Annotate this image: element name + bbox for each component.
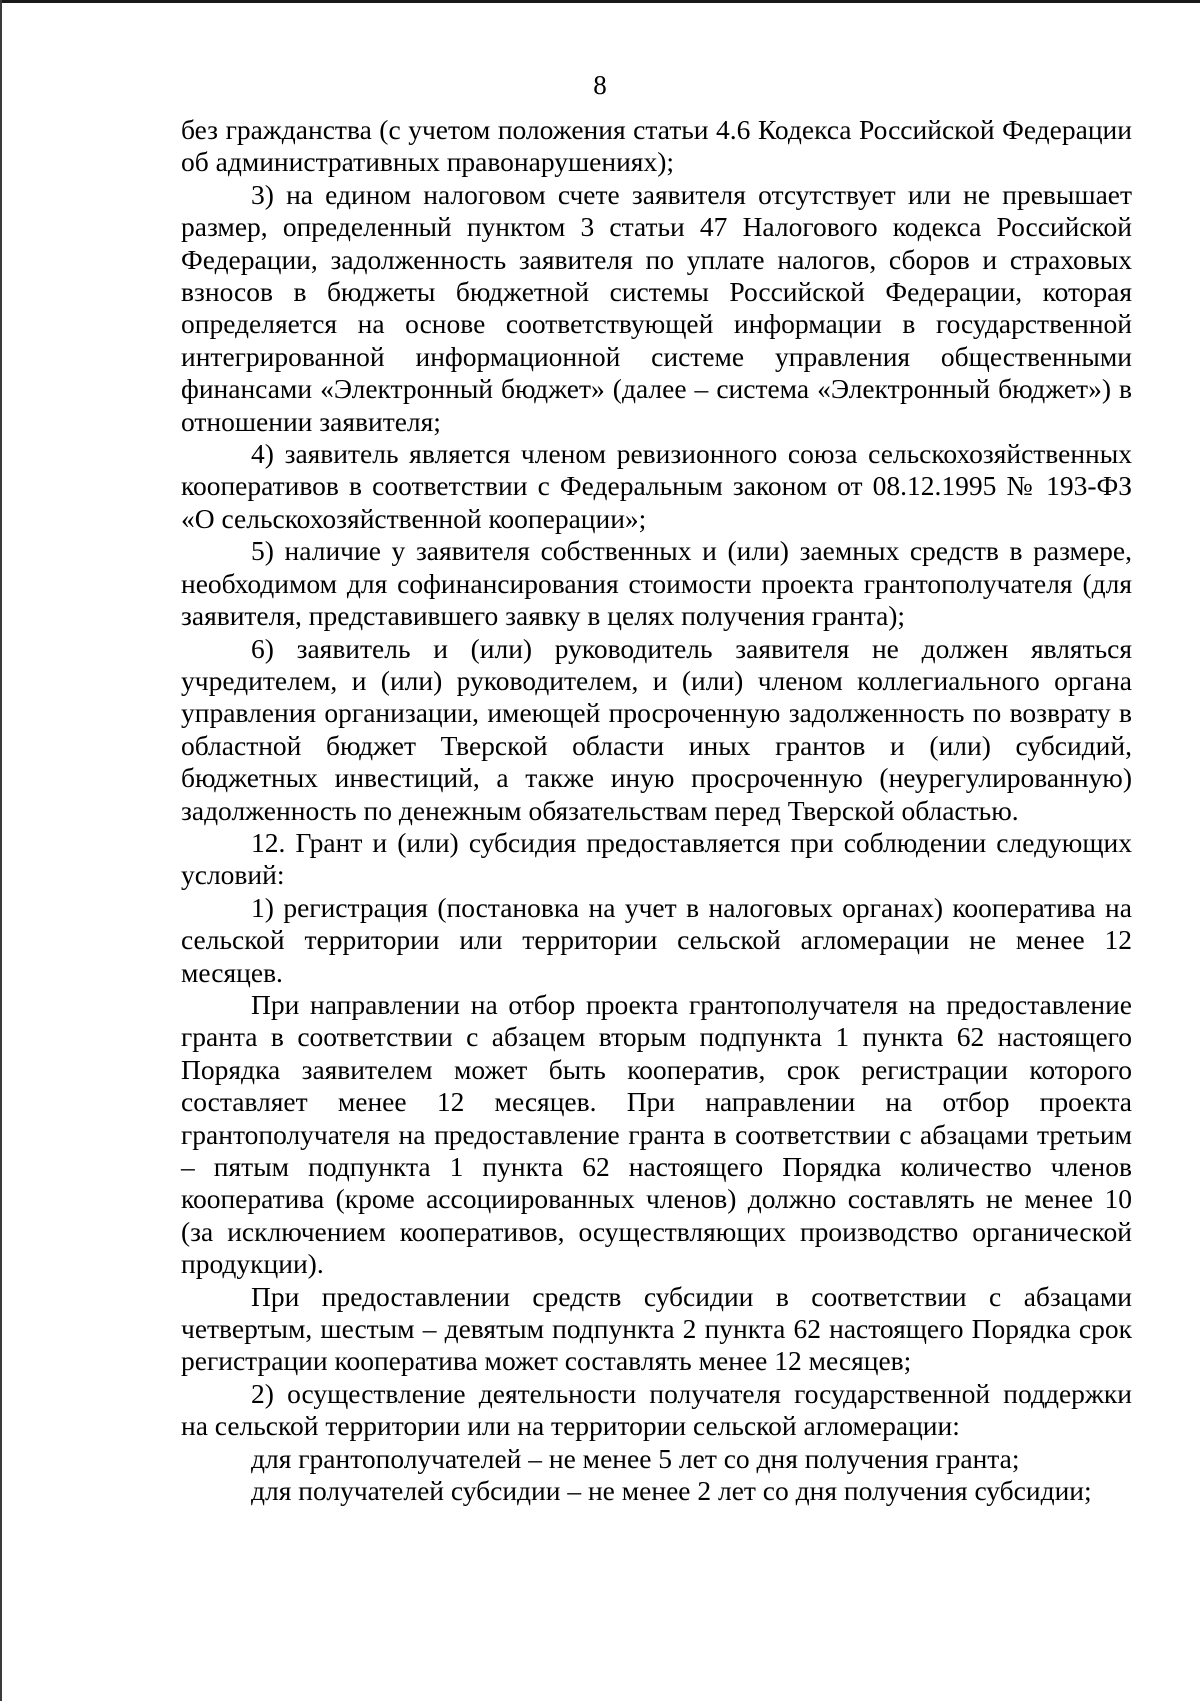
paragraph-subsidy-provision: При предоставлении средств субсидии в соответствии с абзацами четвертым, шестым – девятым подпункта 2 пункта 62 настоящего Порядка срок регистрации кооператива может составлять менее 12 месяцев; xyxy=(181,1280,1132,1377)
paragraph-condition-1: 1) регистрация (постановка на учет в налоговых органах) кооператива на сельской территории или территории сельской агломерации не менее 12 месяцев. xyxy=(181,891,1132,988)
paragraph-item-6: 6) заявитель и (или) руководитель заявителя не должен являться учредителем, и (или) руководителем, и (или) членом коллегиального органа управления организации, имеющей просроченную задолженность по возврату в областной бюджет Тверской области иных грантов и (или) субсидий, бюджетных инвестиций, а также иную просроченную (неурегулированную) задолженность по денежным обязательствам перед Тверской областью. xyxy=(181,632,1132,826)
paragraph-clause-12: 12. Грант и (или) субсидия предоставляется при соблюдении следующих условий: xyxy=(181,826,1132,891)
document-body xyxy=(181,114,1132,1507)
scan-top-edge xyxy=(0,0,1200,3)
paragraph-condition-2: 2) осуществление деятельности получателя государственной поддержки на сельской территории или на территории сельской агломерации: xyxy=(181,1377,1132,1442)
paragraph-item-3: 3) на едином налоговом счете заявителя отсутствует или не превышает размер, определенный пунктом 3 статьи 47 Налогового кодекса Российской Федерации, задолженность заявителя по уплате налогов, сборов и страховых взносов в бюджеты бюджетной системы Российской Федерации, которая определяется на основе соответствующей информации в государственной интегрированной информационной системе управления общественными финансами «Электронный бюджет» (далее – система «Электронный бюджет») в отношении заявителя; xyxy=(181,178,1132,437)
paragraph-item-5: 5) наличие у заявителя собственных и (или) заемных средств в размере, необходимом для софинансирования стоимости проекта грантополучателя (для заявителя, представившего заявку в целях получения гранта); xyxy=(181,535,1132,632)
paragraph-subsidy-recipients: для получателей субсидии – не менее 2 лет со дня получения субсидии; xyxy=(251,1475,1092,1507)
scan-left-edge xyxy=(0,0,2,1701)
paragraph-grant-recipients: для грантополучателей – не менее 5 лет со дня получения гранта; xyxy=(251,1442,1020,1474)
page-number: 8 xyxy=(593,70,607,100)
paragraph-grant-direction: При направлении на отбор проекта грантополучателя на предоставление гранта в соответствии с абзацем вторым подпункта 1 пункта 62 настоящего Порядка заявителем может быть кооператив, срок регистрации которого составляет менее 12 месяцев. При направлении на отбор проекта грантополучателя на предоставление гранта в соответствии с абзацами третьим – пятым подпункта 1 пункта 62 настоящего Порядка количество членов кооператива (кроме ассоциированных членов) должно составлять не менее 10 (за исключением кооперативов, осуществляющих производство органической продукции). xyxy=(181,988,1132,1280)
paragraph-item-4: 4) заявитель является членом ревизионного союза сельскохозяйственных кооперативов в соответствии с Федеральным законом от 08.12.1995 № 193-ФЗ «О сельскохозяйственной кооперации»; xyxy=(181,438,1132,534)
paragraph-continuation: без гражданства (с учетом положения статьи 4.6 Кодекса Российской Федерации об административных правонарушениях); xyxy=(181,114,1132,178)
